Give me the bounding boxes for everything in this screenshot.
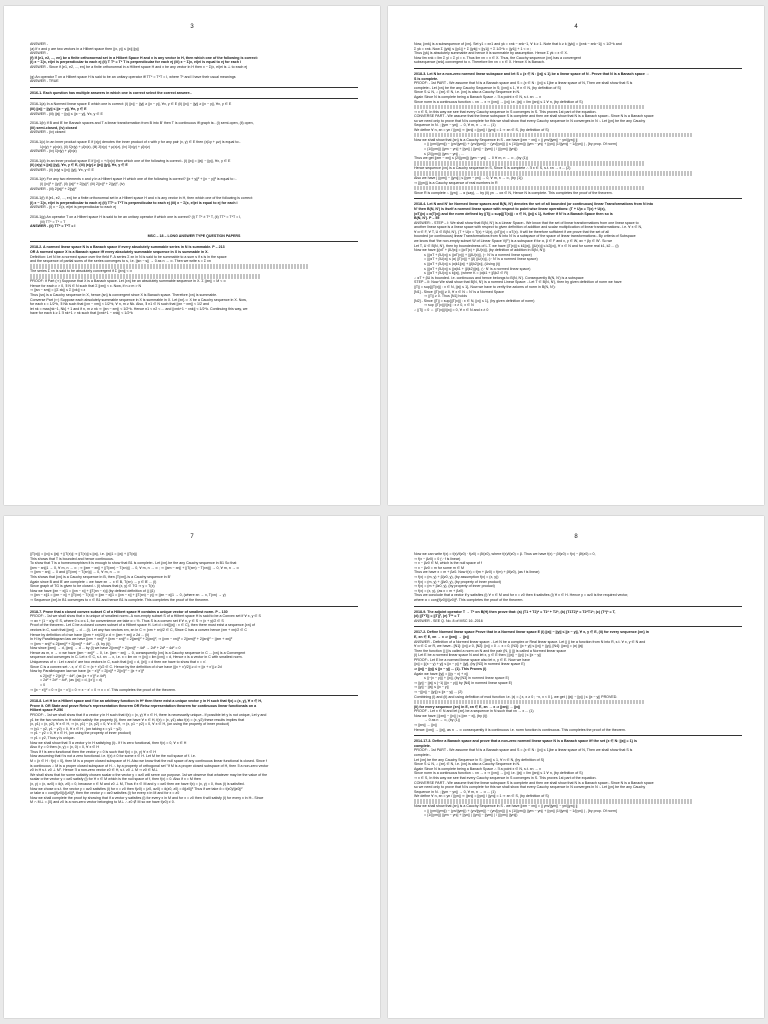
text-line: (a) If x and y are two vectors in a Hilbert space then |(x, y)| ≤ ||x|| ||y|| xyxy=(30,46,139,51)
text-line: Now we have ||(αT + βU)x|| = ||αT(x) + βU(x)||, (by definition of addition in B(N, N')) xyxy=(414,248,546,253)
text-line: ⇒ ||xn|| → ||x|| xyxy=(414,722,437,727)
text-line: ⇒ f(x) = (m + βz0, y), (by property of inner product) xyxy=(414,584,495,589)
question-heading-line: (i) x − Σ(x, ei)ei is perpendicular to each ej (ii) T T* = T* T is perpendicular for each ej (iii) x − Σ(x, ei)ei is equal to ej for each i xyxy=(30,60,241,65)
question-heading-line: 2018-9. The adjoint operator T → T* on B(H) then prove that: (a) (T1 + T2)* = T1* + T2*, (b) (T1T2)* = T2*T1*; (c) (T*)* = T, xyxy=(414,609,616,614)
text-line: Proof of the theorem:- Let C be a closed convex subset of a Hilbert space H. Let d = inf{||x|| : x ∈ C}, then there must exist a sequence {xn} of xyxy=(30,623,255,628)
text-line: vectors in C, such that ||xn|| → d ... (i). Let any two vectors xm, xn in C ⇒ (xm + xn)/2 ∈ C, Since C has a convex hence (xm + xn)/2 ∈ C xyxy=(30,627,247,632)
text-line: z0 in H s.t. z0 ⊥ M". Hence ∃ a non-zero vector z0 ∈ H, s.t. z0 ⊥ M ⇒ z0 ∈ M⊥ xyxy=(30,768,159,773)
text-line: another linear space is a linear space with respect to given definition of addition and scalar multiplication of linear transformations:- i.e. ∀ x ∈ N, xyxy=(414,225,643,230)
text-line: Hence by definition of d we have ||(xm + xn)/2|| ≥ d ⇒ ||xm + xn|| ≥ 2d ... (ii) xyxy=(30,632,150,637)
question-heading-line: OR A normed space X is a Banach space iff every absolutely summable sequence in X is summable in X. xyxy=(30,250,209,254)
text-line: 2016-1(g) An operator T on a Hilbert space H is said to be an unitary operator if which one is correct? (i) T T* ≠ T* T, (ii) TT* = T*T = I, xyxy=(30,215,242,220)
text-line: Σ yk = xnk. Now Σ ||yk|| ≤ ||y1|| + Σ ||yk|| < ||y1|| + Σ 1/2^k = ||y1|| + 1 < ∞ ; xyxy=(414,46,532,51)
text-line: ⇒ y1 − y2 = 0, ∀ x ∈ H, (on using the property of inner product) xyxy=(30,731,131,736)
text-line: ⇒ x ∈ S, In this way we see that every Cauchy sequence in S converges in S. This proves 1st part of the equation. xyxy=(414,775,597,780)
text-line: ⇒ ||x − x'||² = 0 ⇒ ||x − x'|| = 0 ⇒ x − x' = 0 ⇒ x = x'. This completes the proof of the theorem. xyxy=(30,687,176,692)
text-line: 2016-1(c) In an inner product space E if (x|y) denotes the inner product of x with y for any pair (x, y) ∈ E then (x|λy + μz) is equal to:- xyxy=(30,139,241,144)
text-line: Now we have | ||xn|| − ||x|| | ≤ ||xn − x||, (by (i)) xyxy=(414,713,488,718)
question-heading-line: 2014-17-3. Define a Banach space and prove that a non-zero normed linear space N is a Banach space iff the set {x ∈ N: ||x|| = 1} is xyxy=(414,739,637,744)
text-line: Now we shall show that {xn} is a Cauchy Sequence in S - we have ||xm − xn|| = || ym/||ym|| − yn/||yn|| || xyxy=(414,137,578,142)
page-number: 4 xyxy=(574,24,578,30)
text-line: PROOF: - 1st we shall show that x is unique of smallest norm:- A non-empty subset S of a Hilbert space H is said to be a Convex set if ∀ x, y ∈ S xyxy=(30,614,261,619)
text-line: ANSWER - (iv) λ̄(x|y) + μ̄(x|z) xyxy=(30,149,77,154)
text-line: Again Since N is complete being a Banach Space ∴ ∃ a point x ∈ N, s.t. xn → x xyxy=(414,94,541,99)
text-line: CONVERSE PART - We assume that the linear subspace S is complete and then we shall show that N is a Banach space:- Since N is a Banach space xyxy=(414,114,654,119)
question-heading-line: 2017-2. Define Normed linear space Prove that in a Normed linear space E (i) ||x|| − ||y|| ≤ ||x − y||, ∀ x, y ∈ E, (ii) for every sequence {xn} in xyxy=(414,630,649,635)
question-heading-line: (d) ||T*T|| = ||T||², (e) T** = T xyxy=(414,614,460,619)
text-line: Since norm is a continuous function ∴ xn → x ⇒ ||xn|| → ||x|| i.e. ||x|| = lim ||xn|| ≤ 1 ∀ n, (by definition of S) xyxy=(414,99,583,104)
text-line: ||T|| = sup{||T(x)|| : x ∈ N, ||x|| ≤ 1}, Now we have to verify the axioms of norm in B(N, N'): xyxy=(414,285,556,289)
text-line: PROOF: - 1st we shall show that if a vector y in H such that f(x) = (x, y) ∀ x ∈ H, there is necessarily unique:- If possible let y is not unique, Let y and xyxy=(30,713,267,717)
formula-line: ≤ ||(αT + βU)x|| ≤ (|α|k1 + |β|k2)||x||, (∵ N' is a normed linear space) xyxy=(424,266,531,271)
formula-image xyxy=(414,171,693,176)
text-line: Sequence in N. ; ||ym − yn|| → 0, ∀ m, n → ∞ ... (1) xyxy=(414,789,496,794)
text-line: Hence as m, n → ∞ we have ||xm − xn||² → 0, i.e. ||xm − xn|| → 0, consequently {xn} is a Cauchy sequence in C ... {xn} is a Convergent xyxy=(30,650,246,655)
text-line: Since C is a convex set ∴ x, x' ∈ C ⇒ (x + x')/2 ∈ C. Hence by the definition of d we have ||(x + x')/2|| ≥ d ⇒ ||x + x'|| ≥ 2d xyxy=(30,664,222,669)
text-line: Definition: Let N be a normed space over the field F. A series Σ xn in N is said to be summable to a sum s if s is in the space xyxy=(30,254,227,259)
section-divider xyxy=(30,98,358,99)
text-line: Since S ⊆ N, ∴ {xn} ∈ N, i.e. {xn} is also a Cauchy Sequence in N. xyxy=(414,90,521,95)
question-heading-line: complete. xyxy=(414,743,431,748)
text-line: We define ∀ n, xn = yn / ||yn|| ⇒ ||xn|| = ||yn|| / ||yn|| = 1 ⇒ xn ∈ S, (by definition of S) xyxy=(414,127,549,132)
formula-line: ≤ ||(αT + βU)x|| ≤ ||αT(x)|| + ||βU(x)||, (∵ N' is a normed linear space) xyxy=(424,252,532,257)
question-heading-line: 2018-2. A normed linear space N is a Banach space if every absolutely summable series in N is summable. P – 213 xyxy=(30,245,225,250)
text-line: To show that T is a homeomorphism it is enough to show that B1 is complete:- Let {xn} be the any Cauchy sequence in B1 So that xyxy=(30,561,237,566)
text-line: Combining (i) and (ii) and using definition of mod function i.e. |x| = { x, x ≥ 0 ; −x, x < 0 }, we get | ||x|| − ||y|| | ≤ ||x − y|| PROVED. xyxy=(414,694,618,699)
text-line: Thus we have x = m + βz0. Now f(x) = f(m + βz0) = f(m) + βf(z0), (as f is linear) xyxy=(414,570,540,575)
text-line: ANSWER - Since if {e1, e2, ..., en} be a finite orthonormal in a Hilbert space H and x be any vector in H then x − Σ(x, ei)ei is ⊥ to each ej xyxy=(30,64,248,69)
text-line: Now we have ||xn − x||1 = ||xn − x|| + ||T(xn − x)|| (by defined definition of || ||1) xyxy=(30,588,155,593)
text-line: Again we have ||y|| = ||(y − x) + x|| xyxy=(414,671,468,676)
text-line: PROOF - Let x ∈ N and let {xn} be a sequence in N such that xn → x ... (1) xyxy=(414,709,534,714)
question-heading-line: B(N, N'). P – 55 xyxy=(414,216,440,221)
text-line: 2016-1(b) If B and B' be Banach spaces and T a linear transformation from B into B' then T is continuous iff graph is:- (i) semi-open, (ii) open, xyxy=(30,121,254,126)
question-heading-line: (iii) ||x|| − ||y|| ≤ ||x − y||, ∀x, y ∈ E xyxy=(30,106,87,111)
formula-line: = 2d² + 2d² − 4d², (as ||x|| = d, ||x'|| = d) xyxy=(40,678,102,683)
text-line: Now, {xnk} is a subsequence of {xn}. Set y1 = xn1 and yk = xnk − xnk−1, ∀ k ≥ 1. Note that k ≥ k ||yk|| = ||xnk − xnk−1|| < 1/2^k and xyxy=(414,42,622,46)
question-heading-line: (iii) semi-closed, (iv) closed xyxy=(30,125,77,130)
formula-line: = (1/||ym||) ||ym − yn|| + ||yn|| | ||yn|| − ||ym|| | / (||ym|| ||yn||) xyxy=(424,813,518,818)
text-line: ANSWER - xyxy=(30,51,48,56)
text-line: ANSWER - (iii) 2||x||² + 2||y||² xyxy=(30,186,77,191)
page-4 xyxy=(388,6,764,505)
section-divider xyxy=(414,606,742,607)
text-line: ANSWER - (ii) |x|y| ≤ ||x|| ||y||, ∀x, y ∈ E xyxy=(30,167,94,172)
text-line: Hence: ||xn|| → ||x||, as n → ∞ consequently it is continuous i.e. norm function is continuous. This completes the proof of the theorem. xyxy=(414,727,626,732)
text-line: or take α = conj(f(z0))/||z0||², then the vector y = αz0 satisfies (i) for every x in M and for x = z0 xyxy=(30,791,180,796)
page-body xyxy=(30,552,358,805)
formula-line: ⇒ sup ||T(x)||/||x|| : x ≠ 0, x ∈ N xyxy=(424,303,474,308)
text-line: we know that 'the non-empty subset W of Linear Space V(F) is a subspace if for α, β ∈ F and x, y ∈ W, αx + βy ∈ W'. So we xyxy=(414,239,613,244)
question-heading-line: (i) x − Σ(x, ei)ei is perpendicular to each ej (ii) TT* = T*T is perpendicular to each ej (iii) x − Σ(x, ei)ei is equal to ej for each i xyxy=(30,200,238,205)
text-line: CONVERSE PART - We assume that the linear subspace S is complete and then we shall show that N is a Banach space:- Since N is a Banach space xyxy=(414,780,654,785)
section-divider xyxy=(414,735,742,736)
text-line: ANSWER: - STEP – I: We shall show that B(N, N') is a Linear Space:- We know that the set of linear transformations from one linear space to xyxy=(414,220,639,225)
question-heading-line: 2018-3. Let N be a non-zero normed linear subspace and let S = {x ∈ N : ||x|| ≤ 1} be a linear space of N . Prove that N is a Banach space ⇔ xyxy=(414,71,650,76)
text-line: This shows that T is bounded and hence continuous. xyxy=(30,556,114,561)
text-line: ⇒ ||xm − xn|| → 0 and ||T(xm) − T(xn)|| → 0, ∀ m, n → ∞ xyxy=(30,570,120,575)
formula-line: ≤ 2||x||² + 2||x'||² − 4d², (as ||x + x'||² ≥ 4d²) xyxy=(40,673,107,678)
text-line: ⇒ x ∈ S, In this way we see that every Cauchy sequence in S converges in S. This proves 1st part of the equation. xyxy=(414,109,597,114)
question-heading-line: S is complete. xyxy=(414,76,439,81)
text-line: Thus If f is zero functional then the vector y = 0 is such that f(x) = (x, y) ∀ x ∈ H xyxy=(30,749,157,754)
section-divider xyxy=(414,68,742,69)
formula-line: → 0 as n → ∞, (by (1)) xyxy=(424,718,461,723)
text-line: Now we shall complete the proof by showing that if a vector y satisfies (i) for every x in M and for x = z0 then it will satisfy (i) for every x in H:- Since xyxy=(30,795,264,800)
text-line: ∀ α ∈ C or R, we have:- [N1]: ||x|| ≥ 0, [N2]: ||x|| = 0 ⇔ x = 0, [N3]: ||x + y|| ≤ ||x|| + ||y||, [N4]: ||αx|| = |α| ||x|| xyxy=(414,644,584,649)
text-line: STEP – II: Now We shall show that B(N, N') is a normed Linear Space: - Let T ∈ B(N, N'), then by given definition of norm we have xyxy=(414,280,622,285)
page-body xyxy=(414,552,742,818)
formula-image xyxy=(414,186,644,191)
question-heading-line: 2016-1. Each question has multiple answers in which one is correct select the correct answer:- xyxy=(30,90,192,95)
formula-image xyxy=(414,799,693,804)
text-line: PROOF: - 1st PART - We assume that N is a Banach space and S = {x ∈ N : ||x|| ≤ 1}be a linear space of N, Then we shall show that S is xyxy=(414,81,633,86)
question-heading-line: (ii) |x|y| ≤ ||x|| ||y||, ∀x, y ∈ E, (iii) |x|y| ≥ ||x|| ||y||, ∀x, y ∈ E xyxy=(30,163,128,168)
text-line: PROOF: - 1st PART - We assume that N is a Banach space and S = {x ∈ N : ||x|| ≤ 1}be a linear space of N, Then we shall show that S is xyxy=(414,748,633,753)
text-line: (x, y) = (x, αz0) = ᾱ(x, z0) = 0, because x ∈ M and z0 ⊥ M, Thus if x ∈ M and y = αz0 then we have f(x) = (x, y) = 0, thus (i) is satisfied. xyxy=(30,781,245,786)
text-line: ANSWER - (i) x − Σ(x, ei)ei is perpendicular to each ej xyxy=(30,205,117,210)
question-heading-line: ⇒ ||x|| − ||y|| ≤ ||x − y|| ... (1). This Proves (i) xyxy=(414,667,487,672)
question-heading-line: ANSWER - (ii) TT* = T*T = I xyxy=(30,224,76,229)
text-line: is continuous ∴ M is a proper closed subspace of H. ∴ by a property of orthogonal set "If M is a proper closed subspace of H, then ∃ a non-zero vector xyxy=(30,763,269,768)
text-line: let nk = max{nk−1, Nk} + 1 and if n, m ≥ nk ⇒ ||xn − xm|| < 1/2^k. Hence n1 < n2 < ... and ||xnk+1 − xnk|| < 1/2^k. Continuing this way, we xyxy=(30,306,248,311)
formula-line: ≤ (2/||ym||) ||ym − yn|| , ... xyxy=(424,151,465,156)
section-divider xyxy=(30,606,358,607)
text-line: Again since B and B' are complete ∴ we have xn → x ∈ B, T(xn) → y ∈ B' ... (i) xyxy=(30,579,157,584)
text-line: for each ε = 1/2^k, ∃ Nk such that ||xn − xm|| < 1/2^k, ∀ n, m ≥ Nk. Also, ∃ n1 ∈ N such that ||xn − xm|| < 1/2 and xyxy=(30,302,210,307)
text-line: complete:- xyxy=(414,752,431,757)
text-line: Uniqueness of x : Let x and x' are two vectors in C, such that ||x|| = d, ||x'|| = d then we have to show that x = x'. xyxy=(30,660,207,665)
text-line: complete:- Let {xn} be the any Cauchy Sequence in S; ||xn|| ≤ 1, ∀ n ∈ N, (by definition of S) xyxy=(414,85,561,90)
text-line: y1 be the two vectors in H which satisfy the property (i), then we have ∀ x ∈ H, f(x) = (x, y1) also f(x) = (x, y2) these results implies that xyxy=(30,717,245,722)
page-7 xyxy=(4,516,380,1018)
formula-line: = || (ym/||ym||) − (yn/||ym||) + (yn/||ym||) − (yn/||yn||) || ≤ (1/||ym||) ||ym − yn|| + ||yn|| |1/||ym|| − 1/||yn|| | , [by prop. Of norm] xyxy=(424,808,617,813)
text-line: ||x|| = ||(x − y) + y|| ≤ ||x − y|| + ||y||, (by [N3] in normed linear space E) xyxy=(414,662,525,667)
text-line: sequence and converges in C. Let x ∈ C, s.t. xn → x, i.e. x = lim xn ⇒ ||x|| = lim ||xn|| = d, Hence x is a vector in C with smallest norm. xyxy=(30,655,243,660)
page-number: 8 xyxy=(574,534,578,540)
formula-line: (iii) TT* = T* = T xyxy=(40,219,66,224)
question-heading-line: 2018-4. Let N and N' be Normed linear spaces and B(N, N') denotes the set of all bounded (or continuous) linear Transformations from N into xyxy=(414,202,654,207)
text-line: Thus we conclude that a vector if y satisfies (i) ∀ x ∈ M and for x = z0 then it satisfies (i) ∀ x ∈ H. Hence y = αz0 is the required vector, xyxy=(414,593,629,598)
formula-image xyxy=(30,274,260,279)
text-line: ∀ α ∈ F, ∀ T, U ∈ B(N, N'), (T + U)x = T(x) + U(x), (αT)(x) = αT(x). It will be therefore sufficient if we prove that the set of all xyxy=(414,229,609,234)
page-number: 7 xyxy=(190,534,194,540)
text-line: ⇒ Sequence {xn} in B1 converges to x ∈ B1 and hence B1 is complete. This completes the proof of the theorem. xyxy=(30,597,210,602)
text-line: ⇒ y1 = y2, Thus y is unique. xyxy=(30,735,75,740)
text-line: Let {xn} be the any Cauchy Sequence in S ; ||xn|| ≤ 1, ∀ n ∈ N, (by definition of S) xyxy=(414,757,545,762)
text-line: Now since ||xm|| → d, ||xn|| → d ... by (i) we have 2||xm||² + 2||xn||² − 4d² → 2d² + 2d² − 4d² = 0 xyxy=(30,646,181,651)
text-line: ANSWER - xyxy=(30,42,48,46)
text-line: Now assuming that f is not a zero functional. i.e. f(x) ≠ 0 for some x ∈ H. Let M be the null space of f. i.e. xyxy=(30,754,196,759)
text-line: ANSWER - Definition of a Normed linear space: - Let N be a complex or Real linear space. Let || || be a function from N into R, s.t. ∀ x, y ∈ N and xyxy=(414,639,646,644)
text-line: Now by Parallelogram law we have ||x − x'||² = 2||x||² + 2||x'||² − ||x + x'||² xyxy=(30,669,144,674)
question-heading-line: 2018-7. Prove that a closed convex subset C of a Hilbert space H contains a unique vector of smallest norm. P – 130 xyxy=(30,609,228,614)
formula-image xyxy=(414,105,644,110)
page-number: 3 xyxy=(190,24,194,30)
text-line: ⇒ x − βz0 = m for some m ∈ M xyxy=(414,565,464,570)
text-line: Hence sequence {xn} is a Cauchy sequence in S, Since S is complete ∴ ∃ x ∈ S, s.t. xn → x ... (2) xyxy=(414,166,571,171)
question-heading-line: 2018-8. Let H be a Hilbert space and f be an arbitrary function in H* then there exist a unique vector y in H such that f(x) = (x, y), ∀ x ∈ H, xyxy=(30,699,262,704)
text-line: Since graph of TG is given to be closed ∴ (i) shows that (x, y) ∈ TG ⇒ y = T(x) xyxy=(30,584,155,589)
formula-line: = 0 xyxy=(40,683,46,688)
formula-line: ≤ ||(αT + βU)x|| ≤ |α|k1||x|| + |β|k2||x||, (Using (i)) xyxy=(424,262,501,267)
text-line: bounded (or continuous) linear Transformations from N into N' is a subspace of the space of linear transformations:- By criteria of Subspace xyxy=(414,234,636,239)
text-line: ||xm − xn||1 → 0, ∀ m, n → ∞ ; ⇒ ||xm − xn|| + ||T(xm) − T(xn)|| → 0, ∀ m, n → ∞ ; ⇒ ||xm − xn|| + ||T(xm) − T(xn)|| → 0, ∀ m, n → ∞ xyxy=(30,565,240,570)
text-line: Now we chose α s.t. the vector y = αz0 satisfies (i) for x = z0 then f(z0) = (z0, αz0) = ᾱ(z0, z0) = ᾱ||z0||² Thus if we take ᾱ = f(z0)/||z0||² xyxy=(30,786,243,791)
text-line: ∴ αT + βU is bounded. i.e. continuous and hence belongs to B(N, N'). Consequently B(N, N') is a subspace xyxy=(414,275,584,280)
text-line: where α = conj(f(z0))/||z0||². This completes the proof of the theorem. xyxy=(414,597,524,602)
text-line: Since R is complete ∴ ||yn|| → α (say), ... by (ii) yn → αx ∈ N, Hence N is complete. This completes the proof of the theorem. xyxy=(414,190,613,195)
text-line: This shows that {xn} is a Cauchy sequence in B, then {T(xn)} is a Cauchy sequence in B' xyxy=(30,574,171,579)
text-line: ANSWER - SEE Q. No. 8 of MSC 16 -2016 xyxy=(414,618,483,623)
page-8 xyxy=(388,516,764,1018)
text-line: Sequence in N. ; ||ym − yn|| → 0, ∀ m, n → ∞ ... (1) xyxy=(414,123,496,128)
text-line: ⇒ ||y|| − ||x|| ≤ ||x − y|| xyxy=(414,685,449,690)
text-line: Converse Part (⇐) Suppose each absolutely summable sequence in X is summable in X. Let {xn} ⊂ X be a Cauchy sequence in X. Now, xyxy=(30,297,247,302)
page-body xyxy=(30,42,358,316)
question-heading-line: Hilbert space P-256 xyxy=(30,708,64,713)
text-line: ⇒ x − βz0 ∈ M, which is the null space of f xyxy=(414,561,482,566)
text-line: (i) Let E be a normed linear space N and let x, y ∈ E then | ||x|| − ||y|| | ≤ ||x − y|| xyxy=(414,653,542,658)
question-heading-line: (ii) for every sequence {xn} in E, xn ∈ E, xn → x ⇒ ||xn|| → ||x|| xyxy=(414,704,521,709)
text-line: ⇒ f(x − βz0) = 0 (∵ f is linear) xyxy=(414,556,461,561)
question-heading-line: MSC – 18 – LONG ANSWER TYPE QUESTION PAPERS xyxy=(147,233,241,238)
formula-line: ≤ ||−(x − y)|| + ||x||, (by [N3] in normed linear space E) xyxy=(424,676,510,681)
text-line: M ∩ M⊥ = {0} and z0 is a non-zero vector belonging to M⊥ ∴ z0 ∉ M so we have f(z0) ≠ 0. xyxy=(30,800,175,805)
text-line: scalar α the vector y = αz0 satisfy (i) for ∀ x ∈ M which is the null space of f, then f(x) = 0. Also if x = M then xyxy=(30,777,201,782)
text-line: Again Since N is complete being a Banach Space ∴ ∃ a point x ∈ N, s.t. xn → x xyxy=(414,766,541,771)
text-line: M = {x ∈ H : f(x) = 0}, then M is a proper closed subspace of H. Also we know that the null space of any continuous linear functional is closed. Since f xyxy=(30,758,267,763)
text-line: 2016-1(a) In a Normed linear space E which one is correct: (i) ||x|| − ||y|| ≥ ||x − y||, ∀x, y ∈ E (ii) ||x|| − ||y|| ≥ ||x − y||, ∀x, y ∈ E xyxy=(30,102,232,107)
text-line: Now we can write f(x) = f(x)/f(z0) · f(z0) = βf(z0), where f(x)/f(z0) = β. Thus we have f(x) − βf(z0) = f(x) − βf(z0) = 0, xyxy=(414,552,596,556)
text-line: Thus {yk} is absolutely summable and hence it is summable by assumption. Hence Σ yk = x ∈ X. xyxy=(414,51,568,56)
text-line: Since norm is a continuous function ∴ xn → x ⇒ ||xn|| → ||x|| i.e. ||x|| = lim ||xn|| ≤ 1 ∀ n, (by definition of S) xyxy=(414,771,583,776)
text-line: ⇒ ||xn − x||1 = ||xn − x|| + ||T(xn) − T(x)|| ⇒ ||xn − x||1 = ||xn − x|| + ||T(xn) − y|| ⇒ ||xn − x||1 → 0, (where xn → x, T(xn) → y) xyxy=(30,593,226,598)
formula-line: = (1/||ym||) ||ym − yn|| + ||yn|| | ||yn|| − ||ym|| | / (||ym|| ||yn||) xyxy=(424,147,518,152)
section-divider xyxy=(30,87,358,88)
text-line: ⇒ −(||x|| − ||y||) ≤ ||x − y|| ... (2) xyxy=(414,690,463,695)
section-divider xyxy=(30,695,358,696)
text-line: Now we shall show that {xn} is a Cauchy Sequence in S - we have ||xm − xn|| = || ym/||ym|| − yn/||yn|| || xyxy=(414,804,578,809)
text-line: ⇒ (y1 − y2, y1 − y2) = 0, ∀ x ∈ H , (on taking x = y1 − y2) xyxy=(30,726,122,731)
formula-image xyxy=(30,264,309,269)
question-heading-line: Prove it. OR State and prove Reisz's representation theorem OR Reisz representation theorem for continuous linear functionals on a xyxy=(30,703,257,708)
text-line: We define ∀ n, xn = yn / ||yn|| ⇒ ||xn|| = ||yn|| / ||yn|| = 1 ⇒ xn ∈ S, (by definition of S) xyxy=(414,794,549,799)
section-divider xyxy=(414,198,742,199)
text-line: ⇒ f(x) = (m, y) + (βz0, y), (by property of inner product) xyxy=(414,579,501,584)
text-line: [N2] - Since ||T|| = sup{||T(x)|| : x ∈ N, ||x|| ≤ 1}, (by given definition of norm) xyxy=(414,298,535,303)
formula-image xyxy=(414,133,693,138)
text-line: Also we have | ||ym|| − ||yn|| | ≤ ||ym − yn|| → 0, ∀ m, n → ∞, (by (1)) xyxy=(414,176,523,181)
question-heading-line: E, xn ∈ E, xn → x ⇒ ||xn|| → ||x|| xyxy=(414,634,469,639)
question-heading-line: (αT)(x) = α(T(x)) and the norm defined by ||T|| = sup{||T(x)|| : x ∈ N, ||x|| ≤ 1}, further if N' is a Banach Space then so is xyxy=(414,211,613,216)
formula-line: (i) ||x||² + ||y||², (ii) ||x||² + 2||y||², (iii) 2||x||² + 2||y||², (iv) xyxy=(40,182,125,187)
section-divider xyxy=(414,626,742,627)
text-line: so we need only to prove that N is complete for this we shall show that every Cauchy sequence in N converges in N :- Let {yn} be the any Cauchy xyxy=(414,785,646,790)
text-line: and the sequence of partial sums of the series converges to s, i.e. ||sn − s|| → 0 as n → ∞. Then we write s = Σ xn xyxy=(30,259,211,264)
text-line: Hence for each ε > 0, ∃ N ∈ N such that Σ ||xn|| < ε. Now, if n ≥ m > N xyxy=(30,283,142,288)
text-line: ||T(x)|| = ||x|| ≤ ||x|| + ||T(x)|| ⇒ ||T(x)|| ≤ ||x||, i.e. ||x||1 = ||x|| + ||T(x)|| xyxy=(30,552,138,556)
text-line: In H by Parallelogram law we have ||xm + xn||² + ||xm − xn||² = 2||xm||² + 2||xn||², ⇒ ||xm − xn||² = 2||xm||² + 2||xn||² − ||xm + xn||² xyxy=(30,637,233,642)
text-line: Since S ⊆ N, ∴ {xn} ∈ N, i.e. {xn} is also a Cauchy Sequence in N. xyxy=(414,762,521,767)
text-line: [N1] - Since ||T(x)|| ≥ 0, ∀ x ∈ N ∴ N' is a Normed Space xyxy=(414,289,504,294)
text-line: ANSWER - TRUE xyxy=(30,79,59,84)
text-line: have for each k ≥ 1 ∃ nk+1 > nk such that ||xnk+1 − xnk|| < 1/2^k xyxy=(30,311,133,316)
text-line: ⇒ ||sn − sm|| = ||Σ xk|| ≤ Σ ||xk|| < ε xyxy=(30,288,86,293)
formula-image xyxy=(414,700,644,705)
formula-line: ≤ ||(αT + βU)x|| ≤ k||x||, (where K = |α|k1 + |β|k2 ∈ R) xyxy=(424,271,509,276)
question-heading-line: (f) If {e1, e2, ..., en} be a finite orthonormal set in a Hilbert Space H and x is any vector in H, then which one of the following is correct: xyxy=(30,55,258,60)
text-line: Let T, U ∈ B(N, N'), then by boundedness of L.T. we have ||T(x)|| ≤ k1||x||, ||U(x)|| ≤ k2||x||, ∀ x ∈ N and for some real k1, k2 ... (i) xyxy=(414,243,619,248)
text-line: ⇒ f(x) = (m, y) + β(z0, y), (by assumption f(x) = (x, y)) xyxy=(414,574,499,579)
text-line: ANSWER - (iii) ||x|| − ||y|| ≤ ||x − y||, ∀x, y ∈ E xyxy=(30,111,103,116)
text-line: so we need only to prove that N is complete for this we shall show that every Cauchy sequence in N converges in N :- Let {yn} be the any Cauchy xyxy=(414,118,646,123)
text-line: ⇒ f(x) = (x, y), (as x = m + βz0) xyxy=(414,588,464,593)
formula-image xyxy=(414,161,644,166)
text-line: 2016-1(d) In an inner product space E if ||x|| = +√(x|x) then which one of the following is correct:- (i) ||x|| = ||x|| − ||y||, ∀x, y ∈ E xyxy=(30,158,231,163)
text-line: Thus {sn} is a Cauchy sequence in X, hence {sn} is convergent since X is Banach space. Therefore {xn} is summable. xyxy=(30,292,218,297)
formula-line: λ(x|y) + μ(x|z), (ii) λ̄(x|y) + μ̄(x|z), (iii) λ̄(x|y) + μ(x|z), (iv) λ̄(x|y) + μ̄(x|z) xyxy=(40,144,150,149)
text-line: subsequence {xnk} convergent to x. Therefore lim xn = x ∈ X. Hence X is Banach. xyxy=(414,60,545,65)
formula-line: = || (ym/||ym||) − (yn/||ym||) + (yn/||ym||) − (yn/||yn||) || ≤ (1/||ym||) ||ym − yn|| + ||yn|| |1/||ym|| − 1/||yn|| | , [by prop. Of norm] xyxy=(424,142,617,147)
text-line: The series Σ xn is said to be absolutely convergent if Σ ||xn|| < ∞ xyxy=(30,269,133,274)
text-line: ⇒ αx + (1 − α)y ∈ S, where 0 ≤ α ≤ 1, for convenience we take α = ½. Thus S is a convex set if ∀ x, y ∈ S ⇒ (x + y)/2 ∈ S xyxy=(30,618,224,623)
text-line: ⇒ ||xm − xn||² ≤ 2||xm||² + 2||xn||² − 4d² ... (ii, by (i)) xyxy=(30,641,111,646)
text-line: Also if y = 0 then (x, y) = (x, 0) = 0, ∀ x ∈ H xyxy=(30,745,100,750)
text-line: 2016-1(f) If {e1, e2, ..., en} be a finite orthonormal set in a Hilbert space H and x is any vector in H, then which one of the following is correct: xyxy=(30,196,253,201)
page-3 xyxy=(4,6,380,505)
text-line: Then the function || || is called a norm on N and the pair (N, || ||) is called a Normed linear space xyxy=(414,648,567,653)
text-line: ⇒ {||yn||} is a Cauchy sequence of real numbers in R xyxy=(414,180,498,185)
text-line: ⇒ ||y|| − ||x|| ≤ |−1| ||(x − y)|| by [N4] in normed linear space E) xyxy=(414,680,513,685)
text-line: We shall show that for some suitably chosen scalar α the vector y = αz0 will serve our purpose. 1st we observe that whatever may be the value of the xyxy=(30,772,268,777)
section-divider xyxy=(30,241,358,242)
text-line: PROOF:- Let E be a normed linear space also let x, y ∈ E. Now we have xyxy=(414,657,530,662)
text-line: (x, y1) = (x, y2), ∀ x ∈ H, ⇒ (x, y1) − (x, y2) = 0, ∀ x ∈ H, ⇒ (x, y1 − y2) = 0, ∀ x ∈ H, (on using the property of inner product) xyxy=(30,722,230,727)
text-line: Now lim xnk = lim Σ yi = Σ yi = x. Thus lim xn = x ∈ X. Thus, the Cauchy sequence {xn} has a convergent xyxy=(414,55,581,60)
text-line: 2016-1(e) For any two elements x and y in a Hilbert space H which one of the following is correct? ||x + y||² + ||x − y||² is equal to :- xyxy=(30,177,237,182)
formula-line: ⇒ ||T|| ≥ 0. Thus [N1] holds xyxy=(424,294,468,299)
text-line: Now we shall show that ∃ a vector y in H satisfying (i):- If f is zero functional, then f(x) = 0, ∀ x ∈ H xyxy=(30,740,187,745)
formula-line: = ||(αT + βU)x|| ≤ |α| ||T(x)|| + |β| ||U(x)||, (∵ N' is a normed linear space) xyxy=(424,257,538,262)
page-body xyxy=(414,42,742,313)
text-line: PROOF: If Part (⇒) Suppose that X is a Banach space. Let {xn} be an absolutely summable sequence in X. Σ ||xn|| = M < ∞ xyxy=(30,279,226,284)
text-line: ∴ ||T|| = 0 ⇔ ||T(x)||/||x|| = 0, ∀ x ∈ N and x ≠ 0 xyxy=(414,307,489,312)
text-line: ANSWER - (iv) closed xyxy=(30,130,66,135)
text-line: Thus we get ||xm − xn|| ≤ (2/||ym||) ||ym − yn|| → 0 ∀ m, n → ∞ , (by (1)) xyxy=(414,156,529,161)
question-heading-line: N' then B(N, N') is itself a normed linear space with respect to point wise linear operations: (T + U)x = T(x) + U(x), xyxy=(414,206,606,211)
text-line: (g) An operator T on a Hilbert space H is said to be an unitary operator iff TT* = T*T = I, where T* and I have their usual meanings xyxy=(30,74,236,79)
